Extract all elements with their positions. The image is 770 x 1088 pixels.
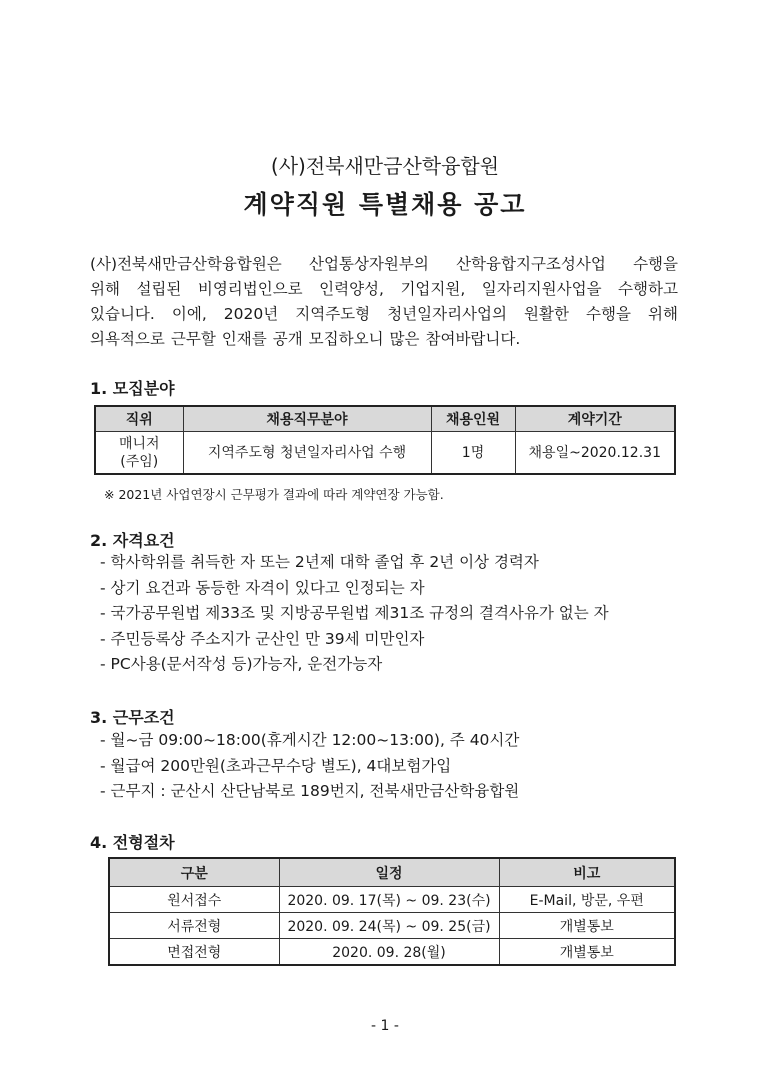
intro-word: 참여바랍니다. bbox=[425, 330, 521, 348]
intro-line bbox=[90, 252, 678, 277]
header-field: 채용직무분야 bbox=[183, 406, 431, 432]
cell-period: 채용일~2020.12.31 bbox=[515, 432, 675, 475]
intro-word: 있습니다. bbox=[90, 305, 155, 323]
header-schedule: 일정 bbox=[279, 858, 499, 887]
list-item: - 근무지 : 군산시 산단남북로 189번지, 전북새만금산학융합원 bbox=[100, 782, 520, 800]
list-item: - 학사학위를 취득한 자 또는 2년제 대학 졸업 후 2년 이상 경력자 bbox=[100, 553, 539, 571]
list-item: - 월급여 200만원(초과근무수당 별도), 4대보험가입 bbox=[100, 756, 452, 775]
recruitment-table bbox=[94, 405, 676, 475]
intro-word: 위해 bbox=[90, 280, 120, 298]
cell-stage: 면접전형 bbox=[109, 939, 279, 966]
header-period: 계약기간 bbox=[515, 406, 675, 432]
intro-word: 청년일자리사업의 bbox=[387, 305, 507, 323]
cell-schedule: 2020. 09. 17(목) ~ 09. 23(수) bbox=[279, 887, 499, 913]
table-header-row bbox=[95, 406, 675, 432]
cell-stage: 원서접수 bbox=[109, 887, 279, 913]
list-item: - 월~금 09:00~18:00(휴게시간 12:00~13:00), 주 40시간 bbox=[100, 731, 520, 749]
intro-word: (사)전북새만금산학융합원은 bbox=[90, 255, 282, 273]
intro-word: 산업통상자원부의 bbox=[309, 255, 429, 273]
list-item: - 주민등록상 주소지가 군산인 만 39세 미만인자 bbox=[100, 629, 425, 648]
intro-word: 공개 bbox=[272, 330, 303, 348]
document-title: 계약직원 특별채용 공고 bbox=[243, 190, 527, 219]
section-heading-recruitment: 1. 모집분야 bbox=[90, 379, 175, 398]
intro-word: 2020년 bbox=[223, 305, 279, 323]
list-item: - 상기 요건과 동등한 자격이 있다고 인정되는 자 bbox=[100, 578, 425, 597]
intro-paragraph bbox=[90, 252, 678, 352]
section-heading-conditions: 3. 근무조건 bbox=[90, 708, 175, 727]
intro-word: 원활한 bbox=[524, 305, 569, 323]
intro-word: 일자리지원사업을 bbox=[481, 280, 602, 298]
qualifications-list bbox=[100, 550, 609, 678]
cell-schedule: 2020. 09. 24(목) ~ 09. 25(금) bbox=[279, 913, 499, 939]
table-row bbox=[109, 939, 675, 966]
intro-word: 의욕적으로 bbox=[90, 330, 165, 348]
intro-word: 설립된 bbox=[136, 280, 182, 298]
cell-remarks: 개별통보 bbox=[499, 939, 675, 966]
section-heading-procedure: 4. 전형절차 bbox=[90, 833, 175, 852]
intro-word: 산학융합지구조성사업 bbox=[456, 255, 606, 273]
intro-word: 비영리법인으로 bbox=[197, 280, 303, 298]
header-count: 채용인원 bbox=[431, 406, 515, 432]
organization-name: (사)전북새만금산학융합원 bbox=[270, 154, 500, 178]
cell-stage: 서류전형 bbox=[109, 913, 279, 939]
page-number: - 1 - bbox=[371, 1018, 399, 1034]
section-heading-qualifications: 2. 자격요건 bbox=[90, 531, 175, 550]
header-position: 직위 bbox=[95, 406, 183, 432]
intro-word: 많은 bbox=[389, 330, 420, 348]
table-row bbox=[95, 432, 675, 475]
table-header-row bbox=[109, 858, 675, 887]
cell-field: 지역주도형 청년일자리사업 수행 bbox=[183, 432, 431, 475]
position-title: 매니저 bbox=[118, 435, 160, 452]
intro-line bbox=[90, 327, 678, 352]
list-item: - PC사용(문서작성 등)가능자, 운전가능자 bbox=[100, 655, 383, 673]
intro-word: 지역주도형 bbox=[295, 305, 371, 323]
intro-word: 이에, bbox=[171, 305, 207, 323]
cell-schedule: 2020. 09. 28(월) bbox=[279, 939, 499, 966]
intro-word: 인재를 bbox=[221, 330, 267, 348]
cell-position bbox=[95, 432, 183, 475]
cell-count: 1명 bbox=[431, 432, 515, 475]
conditions-list bbox=[100, 728, 519, 805]
intro-line bbox=[90, 302, 678, 327]
extension-note: ※ 2021년 사업연장시 근무평가 결과에 따라 계약연장 가능함. bbox=[104, 487, 444, 502]
intro-word: 기업지원, bbox=[400, 280, 466, 298]
intro-word: 위해 bbox=[647, 305, 678, 323]
intro-word: 수행을 bbox=[633, 255, 678, 273]
position-rank: (주임) bbox=[120, 453, 159, 470]
table-row bbox=[109, 913, 675, 939]
cell-remarks: E-Mail, 방문, 우편 bbox=[499, 887, 675, 913]
header-stage: 구분 bbox=[109, 858, 279, 887]
intro-word: 수행을 bbox=[586, 305, 631, 323]
intro-word: 수행하고 bbox=[618, 280, 678, 298]
cell-remarks: 개별통보 bbox=[499, 913, 675, 939]
intro-word: 인력양성, bbox=[319, 280, 384, 298]
header-remarks: 비고 bbox=[499, 858, 675, 887]
list-item: - 국가공무원법 제33조 및 지방공무원법 제31조 규정의 결격사유가 없는 자 bbox=[100, 604, 609, 622]
intro-line bbox=[90, 277, 678, 302]
table-row bbox=[109, 887, 675, 913]
intro-word: 모집하오니 bbox=[308, 330, 384, 348]
procedure-table bbox=[108, 857, 676, 966]
intro-word: 근무할 bbox=[170, 330, 216, 348]
